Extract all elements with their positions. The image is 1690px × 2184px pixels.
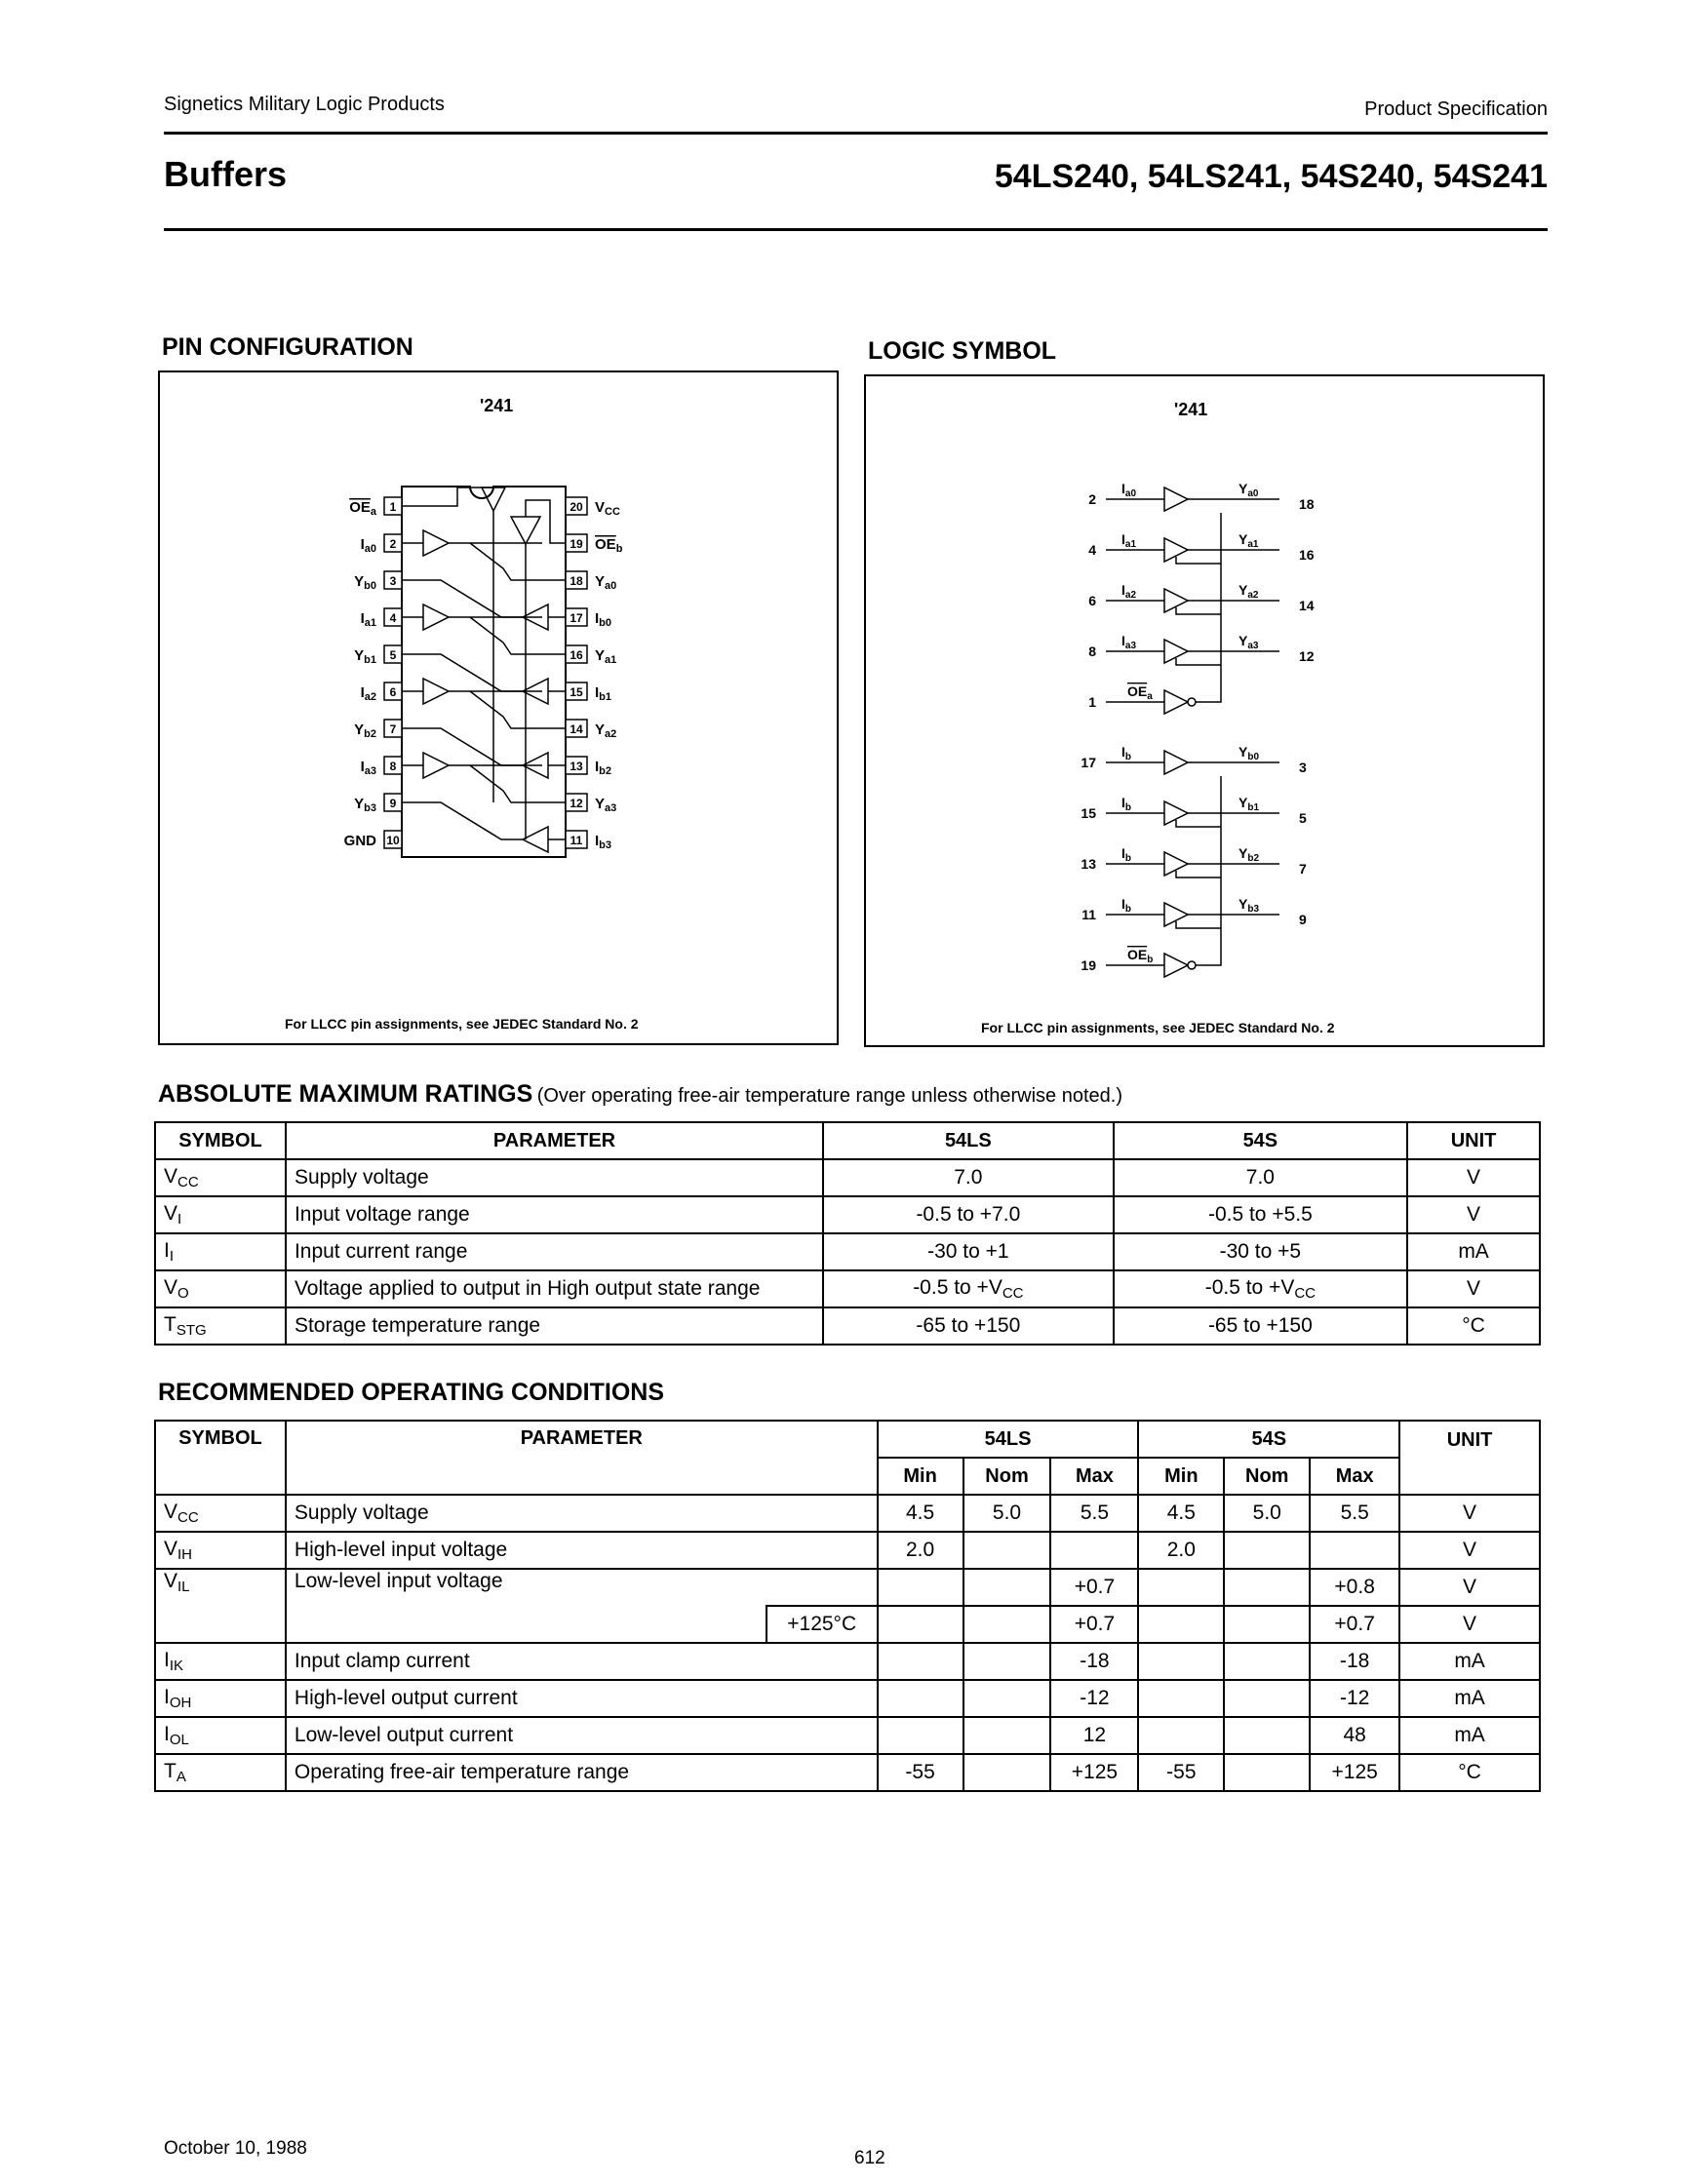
abs-max-subtitle: (Over operating free-air temperature range unless otherwise noted.) xyxy=(536,1085,1123,1107)
enable-buffer xyxy=(1164,690,1188,714)
symbol-cell: $V_{IH}$ xyxy=(155,1532,286,1569)
rec-header-s-max: Max xyxy=(1310,1458,1399,1495)
table-row xyxy=(155,1606,1540,1643)
table-row xyxy=(155,1643,1540,1680)
s-max-cell: +0.8 xyxy=(1310,1569,1399,1606)
ls-max-cell: +125 xyxy=(1050,1754,1138,1791)
output-label: $Y_{b0}$ xyxy=(1238,744,1260,762)
rec-header-parameter: PARAMETER xyxy=(286,1421,878,1495)
parameter-cell: Input current range xyxy=(286,1233,823,1270)
logic-diagram xyxy=(866,376,1543,1045)
output-label: $Y_{b3}$ xyxy=(1238,896,1260,915)
s-min-cell xyxy=(1138,1569,1224,1606)
pin-label-left: $Y_{b2}$ xyxy=(354,722,376,740)
symbol-cell: $V_{CC}$ xyxy=(155,1495,286,1532)
pin-number-right: 17 xyxy=(570,611,583,625)
ls-max-cell: +0.7 xyxy=(1050,1569,1138,1606)
pin-label-right: $Y_{a2}$ xyxy=(595,722,617,740)
s-max-cell: +125 xyxy=(1310,1754,1399,1791)
input-label: $I_{a0}$ xyxy=(1121,481,1137,499)
buffer-gate xyxy=(1164,488,1188,511)
pin-label-left: $I_{a3}$ xyxy=(360,759,376,777)
output-label: $Y_{b1}$ xyxy=(1238,795,1260,813)
unit-cell: V xyxy=(1399,1495,1540,1532)
rec-header-ls-nom: Nom xyxy=(963,1458,1051,1495)
table-row xyxy=(155,1270,1540,1307)
rec-header-ls-max: Max xyxy=(1050,1458,1138,1495)
output-label: $Y_{a3}$ xyxy=(1238,633,1259,651)
parameter-cell: Supply voltage xyxy=(286,1495,878,1532)
inversion-bubble xyxy=(1188,961,1196,969)
parameter-cell: Operating free-air temperature range xyxy=(286,1754,878,1791)
unit-cell: mA xyxy=(1399,1680,1540,1717)
ls-min-cell: 4.5 xyxy=(878,1495,963,1532)
pin-number-left: 1 xyxy=(389,500,397,514)
symbol-cell: $V_{CC}$ xyxy=(155,1159,286,1196)
pin-config-note: For LLCC pin assignments, see JEDEC Standard No. 2 xyxy=(285,1016,639,1032)
s-max-cell: 48 xyxy=(1310,1717,1399,1754)
unit-cell: mA xyxy=(1399,1643,1540,1680)
s-nom-cell xyxy=(1224,1606,1310,1643)
rec-header-54s: 54S xyxy=(1138,1421,1399,1458)
symbol-cell: $I_{OH}$ xyxy=(155,1680,286,1717)
value-54s-cell: -30 to +5 xyxy=(1114,1233,1408,1270)
table-row xyxy=(155,1717,1540,1754)
pin-config-heading: PIN CONFIGURATION xyxy=(162,333,413,361)
pin-label-left: GND xyxy=(343,833,376,849)
unit-cell: mA xyxy=(1399,1717,1540,1754)
s-nom-cell xyxy=(1224,1532,1310,1569)
output-pin-number: 5 xyxy=(1299,810,1307,826)
s-min-cell: 4.5 xyxy=(1138,1495,1224,1532)
output-label: $Y_{b2}$ xyxy=(1238,845,1260,864)
pin-number-left: 5 xyxy=(389,648,397,662)
doc-type: Product Specification xyxy=(1364,98,1548,120)
title-rule xyxy=(164,228,1548,231)
pin-number-right: 12 xyxy=(570,797,583,810)
condition-cell: +125°C xyxy=(766,1606,878,1643)
ls-nom-cell xyxy=(963,1717,1051,1754)
input-label: $I_b$ xyxy=(1121,795,1131,813)
pin-number-right: 19 xyxy=(570,537,583,551)
abs-max-title: ABSOLUTE MAXIMUM RATINGS xyxy=(158,1080,533,1108)
ls-min-cell xyxy=(878,1643,963,1680)
pin-number-left: 9 xyxy=(389,797,397,810)
output-pin-number: 12 xyxy=(1299,648,1315,664)
ls-min-cell xyxy=(878,1717,963,1754)
pin-label-right: $I_{b1}$ xyxy=(595,684,612,703)
value-54ls-cell: -65 to +150 xyxy=(823,1307,1114,1345)
rec-header-symbol: SYMBOL xyxy=(155,1421,286,1495)
header-rule xyxy=(164,132,1548,135)
s-max-cell: 5.5 xyxy=(1310,1495,1399,1532)
pin-label-left: $OE_a$ xyxy=(349,499,376,518)
pin-label-left: $Y_{b0}$ xyxy=(354,573,376,592)
s-nom-cell xyxy=(1224,1754,1310,1791)
inversion-bubble xyxy=(1188,698,1196,706)
ls-max-cell: +0.7 xyxy=(1050,1606,1138,1643)
pin-label-left: $Y_{b3}$ xyxy=(354,796,376,814)
rec-header-s-nom: Nom xyxy=(1224,1458,1310,1495)
pin-number-left: 3 xyxy=(389,574,397,588)
value-54ls-cell: -0.5 to $+V_{CC}$ xyxy=(823,1270,1114,1307)
input-label: $I_b$ xyxy=(1121,896,1131,915)
table-row xyxy=(155,1196,1540,1233)
output-label: $Y_{a0}$ xyxy=(1238,481,1259,499)
buffer-gate xyxy=(1164,751,1188,774)
ls-nom-cell xyxy=(963,1754,1051,1791)
input-pin-number: 15 xyxy=(1081,805,1096,821)
pin-label-right: $Y_{a0}$ xyxy=(595,573,617,592)
parameter-cell: Low-level input voltage xyxy=(286,1569,878,1606)
pin-number-left: 6 xyxy=(389,685,397,699)
pin-label-right: $I_{b0}$ xyxy=(595,610,612,629)
pin-label-right: $OE_b$ xyxy=(595,536,623,555)
pin-label-right: $I_{b3}$ xyxy=(595,833,612,851)
footer-date: October 10, 1988 xyxy=(164,2138,307,2159)
s-max-cell: -18 xyxy=(1310,1643,1399,1680)
input-pin-number: 13 xyxy=(1081,856,1096,872)
ls-min-cell: -55 xyxy=(878,1754,963,1791)
pin-config-box xyxy=(158,370,839,1045)
table-row xyxy=(155,1307,1540,1345)
pin-label-right: $Y_{a3}$ xyxy=(595,796,617,814)
s-nom-cell xyxy=(1224,1643,1310,1680)
table-row xyxy=(155,1754,1540,1791)
unit-cell: V xyxy=(1407,1270,1540,1307)
pin-number-left: 8 xyxy=(389,760,397,773)
page-title: Buffers xyxy=(164,154,288,194)
input-label: $I_b$ xyxy=(1121,744,1131,762)
input-pin-number: 11 xyxy=(1081,907,1096,922)
value-54ls-cell: 7.0 xyxy=(823,1159,1114,1196)
s-nom-cell xyxy=(1224,1680,1310,1717)
input-pin-number: 2 xyxy=(1088,491,1096,507)
ls-nom-cell xyxy=(963,1569,1051,1606)
rec-header-54ls: 54LS xyxy=(878,1421,1139,1458)
s-max-cell: -12 xyxy=(1310,1680,1399,1717)
output-pin-number: 18 xyxy=(1299,496,1315,512)
unit-cell: °C xyxy=(1407,1307,1540,1345)
pin-number-right: 15 xyxy=(570,685,583,699)
parameter-cell: High-level output current xyxy=(286,1680,878,1717)
ls-max-cell: -12 xyxy=(1050,1680,1138,1717)
internal-buffers xyxy=(402,488,566,852)
input-pin-number: 4 xyxy=(1088,542,1096,558)
value-54s-cell: -0.5 to +5.5 xyxy=(1114,1196,1408,1233)
output-pin-number: 9 xyxy=(1299,912,1307,927)
unit-cell: V xyxy=(1407,1196,1540,1233)
pin-number-left: 10 xyxy=(386,834,400,847)
symbol-cell: $V_I$ xyxy=(155,1196,286,1233)
parameter-cell: Voltage applied to output in High output state range xyxy=(286,1270,823,1307)
unit-cell: mA xyxy=(1407,1233,1540,1270)
value-54s-cell: 7.0 xyxy=(1114,1159,1408,1196)
symbol-cell: $I_I$ xyxy=(155,1233,286,1270)
output-label: $Y_{a2}$ xyxy=(1238,582,1259,601)
ls-max-cell: 5.5 xyxy=(1050,1495,1138,1532)
pin-label-left: $I_{a2}$ xyxy=(360,684,376,703)
pin-number-left: 2 xyxy=(389,537,397,551)
parameter-cell: High-level input voltage xyxy=(286,1532,878,1569)
ls-nom-cell: 5.0 xyxy=(963,1495,1051,1532)
rec-op-heading: RECOMMENDED OPERATING CONDITIONS xyxy=(158,1379,664,1406)
unit-cell: °C xyxy=(1399,1754,1540,1791)
pin-diagram xyxy=(160,372,837,1043)
symbol-cell: $T_{STG}$ xyxy=(155,1307,286,1345)
symbol-cell: $I_{IK}$ xyxy=(155,1643,286,1680)
pin-label-left: $Y_{b1}$ xyxy=(354,647,376,666)
input-label: $I_{a2}$ xyxy=(1121,582,1137,601)
ls-max-cell xyxy=(1050,1532,1138,1569)
pin-label-right: $Y_{a1}$ xyxy=(595,647,617,666)
ls-nom-cell xyxy=(963,1680,1051,1717)
pin-label-left: $I_{a1}$ xyxy=(360,610,376,629)
output-pin-number: 16 xyxy=(1299,547,1315,563)
ls-min-cell xyxy=(878,1680,963,1717)
output-label: $Y_{a1}$ xyxy=(1238,531,1259,550)
abs-header-54ls: 54LS xyxy=(823,1122,1114,1159)
ls-min-cell xyxy=(878,1606,963,1643)
output-pin-number: 7 xyxy=(1299,861,1307,877)
rec-header-ls-min: Min xyxy=(878,1458,963,1495)
rec-header-unit: UNIT xyxy=(1399,1421,1540,1495)
abs-header-parameter: PARAMETER xyxy=(286,1122,823,1159)
pin-number-left: 7 xyxy=(389,722,397,736)
abs-max-table xyxy=(154,1121,1541,1346)
parameter-cell: Storage temperature range xyxy=(286,1307,823,1345)
abs-max-heading xyxy=(158,1080,1122,1109)
dip-body xyxy=(402,487,566,857)
part-numbers: 54LS240, 54LS241, 54S240, 54S241 xyxy=(994,158,1548,195)
company-name: Signetics Military Logic Products xyxy=(164,94,445,115)
unit-cell: V xyxy=(1399,1569,1540,1606)
value-54ls-cell: -0.5 to +7.0 xyxy=(823,1196,1114,1233)
parameter-cell: Input voltage range xyxy=(286,1196,823,1233)
pin-label-right: $V_{CC}$ xyxy=(595,499,620,518)
parameter-cell: Supply voltage xyxy=(286,1159,823,1196)
pin-number-right: 18 xyxy=(570,574,583,588)
enable-b-label: $OE_b$ xyxy=(1127,947,1154,965)
table-row xyxy=(155,1680,1540,1717)
s-min-cell xyxy=(1138,1680,1224,1717)
logic-symbol-box xyxy=(864,374,1545,1047)
pin-number-left: 4 xyxy=(389,611,397,625)
pin-number-right: 14 xyxy=(570,722,583,736)
pin-number-right: 13 xyxy=(570,760,583,773)
ls-min-cell xyxy=(878,1569,963,1606)
s-max-cell xyxy=(1310,1532,1399,1569)
symbol-cell: $T_A$ xyxy=(155,1754,286,1791)
s-nom-cell xyxy=(1224,1717,1310,1754)
abs-header-54s: 54S xyxy=(1114,1122,1408,1159)
logic-symbol-heading: LOGIC SYMBOL xyxy=(868,337,1057,365)
s-min-cell xyxy=(1138,1643,1224,1680)
symbol-cell: $V_{IL}$ xyxy=(155,1569,286,1643)
input-label: $I_b$ xyxy=(1121,845,1131,864)
table-row xyxy=(155,1569,1540,1606)
output-pin-number: 3 xyxy=(1299,760,1307,775)
ls-nom-cell xyxy=(963,1643,1051,1680)
pin-number-right: 16 xyxy=(570,648,583,662)
table-row xyxy=(155,1532,1540,1569)
pin-number-right: 20 xyxy=(570,500,583,514)
unit-cell: V xyxy=(1407,1159,1540,1196)
parameter-cell: Input clamp current xyxy=(286,1643,878,1680)
value-54ls-cell: -30 to +1 xyxy=(823,1233,1114,1270)
s-nom-cell: 5.0 xyxy=(1224,1495,1310,1532)
logic-symbol-note: For LLCC pin assignments, see JEDEC Standard No. 2 xyxy=(981,1020,1335,1035)
input-pin-number: 6 xyxy=(1088,593,1096,608)
parameter-blank-cell xyxy=(286,1606,766,1643)
symbol-cell: $I_{OL}$ xyxy=(155,1717,286,1754)
table-row xyxy=(155,1159,1540,1196)
ls-max-cell: 12 xyxy=(1050,1717,1138,1754)
s-max-cell: +0.7 xyxy=(1310,1606,1399,1643)
ls-max-cell: -18 xyxy=(1050,1643,1138,1680)
enable-buffer xyxy=(1164,954,1188,977)
input-label: $I_{a1}$ xyxy=(1121,531,1137,550)
enable-pin-number: 19 xyxy=(1081,957,1096,973)
logic-symbol-variant: '241 xyxy=(1174,400,1208,419)
abs-header-unit: UNIT xyxy=(1407,1122,1540,1159)
ls-min-cell: 2.0 xyxy=(878,1532,963,1569)
s-min-cell xyxy=(1138,1717,1224,1754)
enable-a-label: $OE_a$ xyxy=(1127,683,1153,702)
rec-op-table xyxy=(154,1420,1541,1792)
parameter-cell: Low-level output current xyxy=(286,1717,878,1754)
s-min-cell xyxy=(1138,1606,1224,1643)
unit-cell: V xyxy=(1399,1606,1540,1643)
ls-nom-cell xyxy=(963,1606,1051,1643)
pin-number-right: 11 xyxy=(570,834,583,847)
unit-cell: V xyxy=(1399,1532,1540,1569)
ls-nom-cell xyxy=(963,1532,1051,1569)
pin-label-right: $I_{b2}$ xyxy=(595,759,612,777)
s-nom-cell xyxy=(1224,1569,1310,1606)
value-54s-cell: -65 to +150 xyxy=(1114,1307,1408,1345)
enable-pin-number: 1 xyxy=(1088,694,1096,710)
table-row xyxy=(155,1495,1540,1532)
input-label: $I_{a3}$ xyxy=(1121,633,1137,651)
value-54s-cell: -0.5 to $+V_{CC}$ xyxy=(1114,1270,1408,1307)
s-min-cell: -55 xyxy=(1138,1754,1224,1791)
symbol-cell: $V_O$ xyxy=(155,1270,286,1307)
s-min-cell: 2.0 xyxy=(1138,1532,1224,1569)
rec-header-s-min: Min xyxy=(1138,1458,1224,1495)
input-pin-number: 8 xyxy=(1088,644,1096,659)
input-pin-number: 17 xyxy=(1081,755,1096,770)
table-row xyxy=(155,1233,1540,1270)
abs-header-symbol: SYMBOL xyxy=(155,1122,286,1159)
pin-label-left: $I_{a0}$ xyxy=(360,536,376,555)
pin-config-variant: '241 xyxy=(480,396,514,415)
output-pin-number: 14 xyxy=(1299,598,1315,613)
page-number: 612 xyxy=(854,2148,885,2168)
